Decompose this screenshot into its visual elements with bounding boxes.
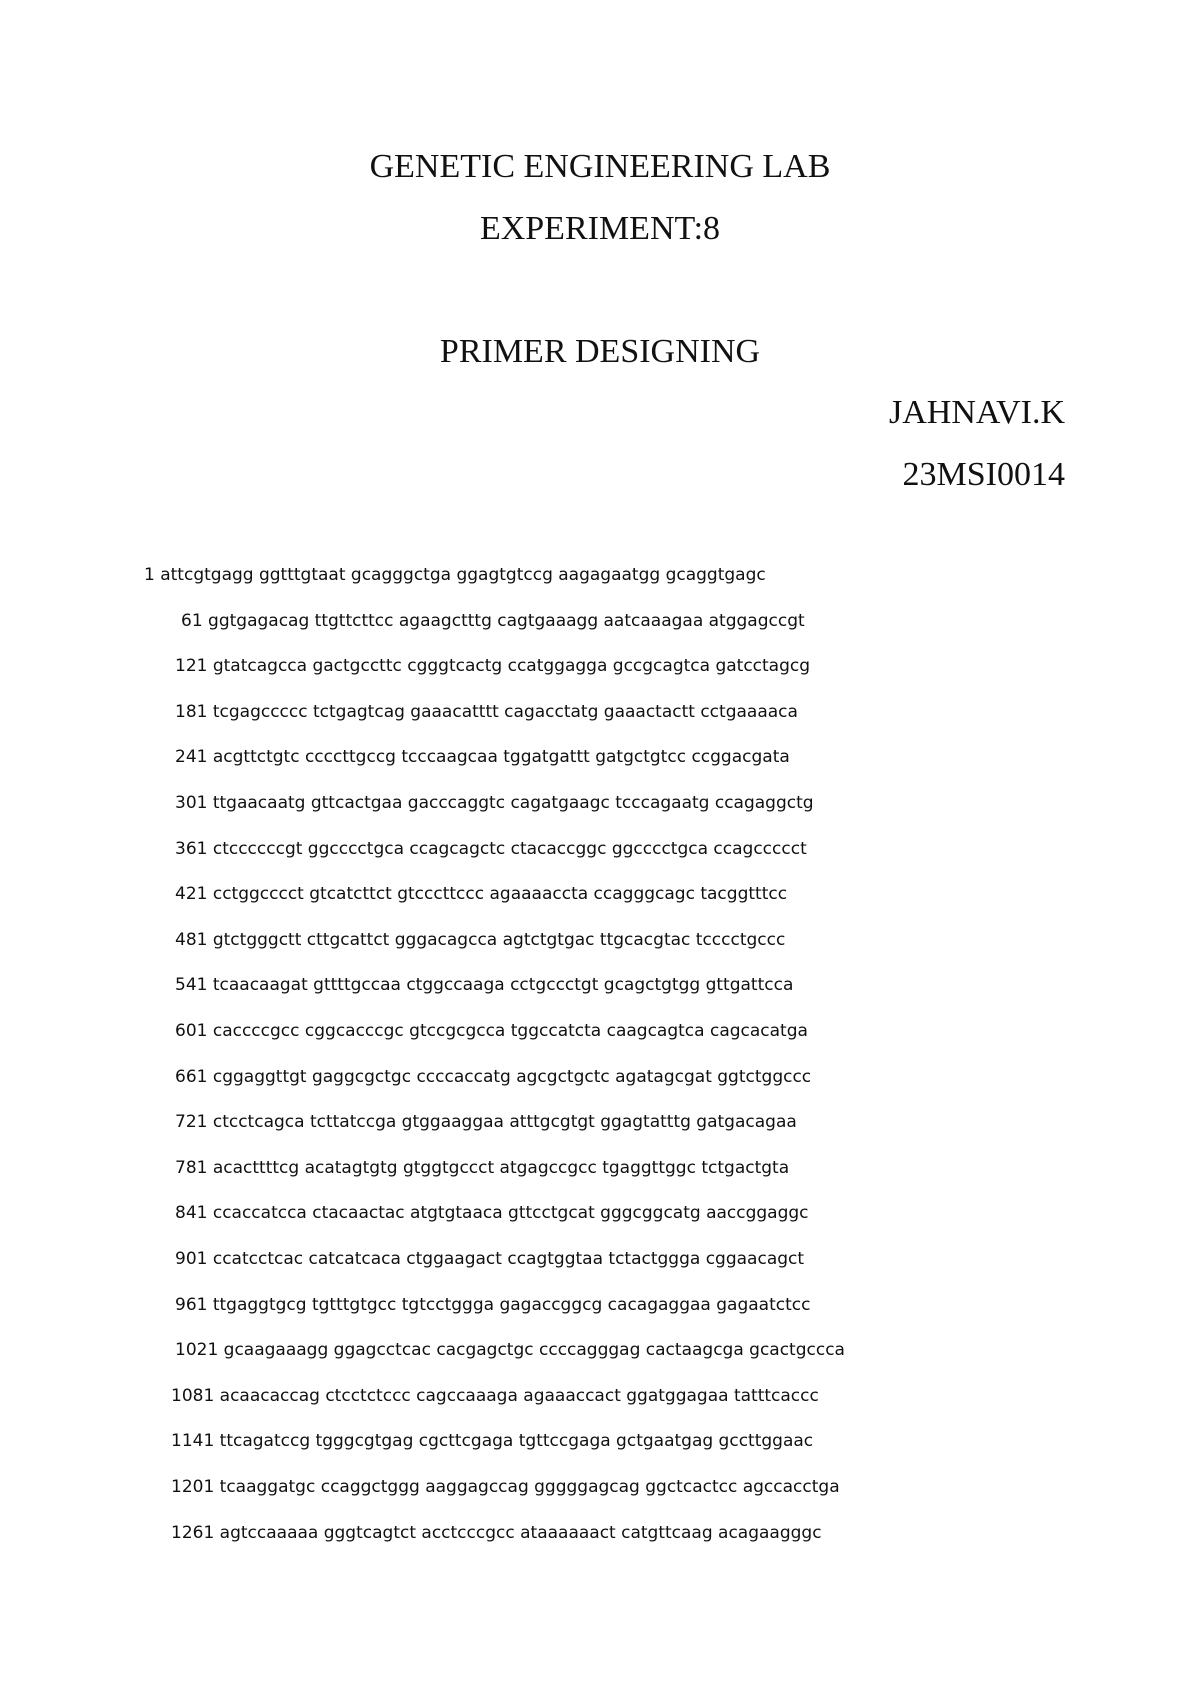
lab-title: GENETIC ENGINEERING LAB [369,148,831,185]
sequence-line: 1261 agtccaaaaa gggtcagtct acctcccgcc ataaaaaact catgttcaag acagaagggc [171,1522,822,1543]
sequence-line: 1141 ttcagatccg tgggcgtgag cgcttcgaga tgttccgaga gctgaatgag gccttggaac [171,1431,814,1452]
sequence-line: 781 acacttttcg acatagtgtg gtggtgccct atgagccgcc tgaggttggc tctgactgta [175,1157,790,1178]
sequence-line: 241 acgttctgtc ccccttgccg tcccaagcaa tggatgattt gatgctgtcc ccggacgata [175,747,790,768]
sequence-line: 61 ggtgagacag ttgttcttcc agaagctttg cagtgaaagg aatcaaagaa atggagccgt [181,610,805,631]
sequence-line: 961 ttgaggtgcg tgtttgtgcc tgtcctggga gagaccggcg cacagaggaa gagaatctcc [175,1294,811,1315]
sequence-line: 1201 tcaaggatgc ccaggctggg aaggagccag gggggagcag ggctcactcc agccacctga [171,1477,840,1497]
author-name: JAHNAVI.K [889,394,1065,431]
sequence-line: 421 cctggcccct gtcatcttct gtcccttccc agaaaaccta ccagggcagc tacggtttcc [175,884,788,905]
experiment-title: PRIMER DESIGNING [439,333,761,370]
sequence-line: 1021 gcaagaaagg ggagcctcac cacgagctgc ccccagggag cactaagcga gcactgccca [175,1340,845,1361]
sequence-line: 481 gtctgggctt cttgcattct gggacagcca agtctgtgac ttgcacgtac tcccctgccc [175,929,786,950]
sequence-line: 601 caccccgcc cggcacccgc gtccgcgcca tggccatcta caagcagtca cagcacatga [175,1021,808,1041]
sequence-line: 181 tcgagccccc tctgagtcag gaaacatttt cagacctatg gaaactactt cctgaaaaca [175,701,798,722]
sequence-line: 721 ctcctcagca tcttatccga gtggaaggaa atttgcgtgt ggagtatttg gatgacagaa [175,1112,797,1133]
sequence-line: 541 tcaacaagat gttttgccaa ctggccaaga cctgccctgt gcagctgtgg gttgattcca [175,975,794,996]
sequence-line: 661 cggaggttgt gaggcgctgc ccccaccatg agcgctgctc agatagcgat ggtctggccc [175,1066,812,1087]
sequence-line: 301 ttgaacaatg gttcactgaa gacccaggtc cagatgaagc tcccagaatg ccagaggctg [175,793,814,813]
sequence-line: 841 ccaccatcca ctacaactac atgtgtaaca gttcctgcat gggcggcatg aaccggaggc [175,1203,809,1224]
sequence-line: 1081 acaacaccag ctcctctccc cagccaaaga agaaaccact ggatggagaa tatttcaccc [171,1385,819,1406]
sequence-line: 901 ccatcctcac catcatcaca ctggaagact ccagtggtaa tctactggga cggaacagct [175,1249,805,1269]
sequence-line: 361 ctccccccgt ggcccctgca ccagcagctc ctacaccggc ggcccctgca ccagccccct [175,838,807,859]
author-id: 23MSI0014 [902,456,1065,493]
sequence-line: 121 gtatcagcca gactgccttc cgggtcactg ccatggagga gccgcagtca gatcctagcg [175,656,811,677]
sequence-line: 1 attcgtgagg ggtttgtaat gcagggctga ggagtgtccg aagagaatgg gcaggtgagc [144,565,766,585]
experiment-number: EXPERIMENT:8 [479,210,721,247]
